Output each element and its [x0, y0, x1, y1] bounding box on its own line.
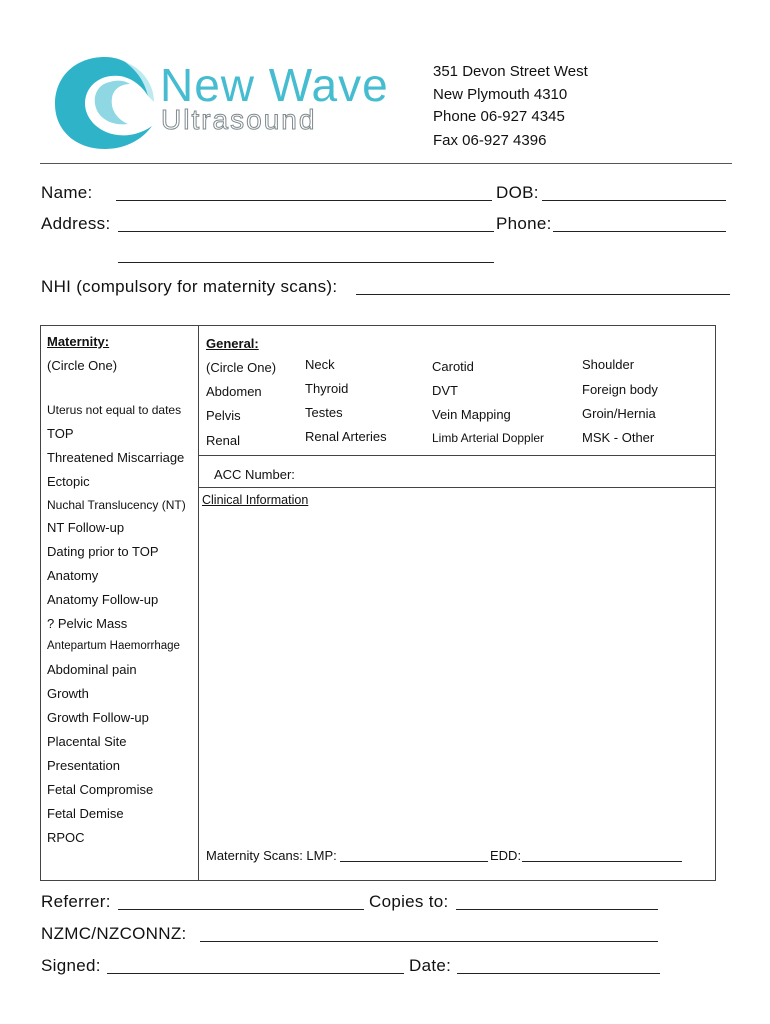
maternity-item[interactable]: Antepartum Haemorrhage [47, 640, 180, 652]
dob-label: DOB: [496, 183, 539, 202]
address-label: Address: [41, 214, 111, 233]
general-item[interactable]: MSK - Other [582, 430, 655, 445]
maternity-heading: Maternity: [47, 334, 110, 349]
acc-divider [198, 487, 715, 488]
maternity-item[interactable]: Dating prior to TOP [47, 544, 159, 559]
copies-field[interactable] [456, 893, 658, 910]
maternity-item[interactable]: Anatomy Follow-up [47, 592, 159, 607]
dob-field[interactable] [542, 184, 726, 201]
phone-label: Phone: [496, 214, 552, 233]
referrer-field[interactable] [118, 893, 364, 910]
maternity-item[interactable]: TOP [47, 426, 74, 441]
maternity-item[interactable]: Ectopic [47, 474, 90, 489]
nzmc-field[interactable] [200, 925, 658, 942]
maternity-item[interactable]: ? Pelvic Mass [47, 616, 128, 631]
acc-number-label: ACC Number: [214, 467, 295, 482]
clinical-info-area[interactable] [202, 512, 710, 832]
maternity-item[interactable]: Nuchal Translucency (NT) [47, 498, 186, 512]
general-circle-one: (Circle One) [206, 360, 277, 375]
signed-field[interactable] [107, 957, 404, 974]
edd-field[interactable] [522, 848, 682, 862]
general-item[interactable]: Abdomen [206, 384, 262, 399]
maternity-item[interactable]: Fetal Compromise [47, 782, 154, 797]
copies-label: Copies to: [369, 892, 449, 911]
maternity-item[interactable]: Presentation [47, 758, 120, 773]
wave-logo-icon [50, 52, 160, 152]
address-field[interactable] [118, 215, 494, 232]
general-item[interactable]: Thyroid [305, 381, 349, 396]
maternity-circle-one: (Circle One) [47, 358, 118, 373]
maternity-item[interactable]: NT Follow-up [47, 520, 125, 535]
general-item[interactable]: Limb Arterial Doppler [432, 431, 545, 445]
maternity-item[interactable]: Placental Site [47, 734, 127, 749]
general-item[interactable]: Testes [305, 405, 343, 420]
clinical-info-label: Clinical Information [202, 493, 309, 507]
maternity-item[interactable]: Threatened Miscarriage [47, 450, 185, 465]
nhi-label: NHI (compulsory for maternity scans): [41, 277, 338, 296]
phone-field[interactable] [553, 215, 726, 232]
maternity-item[interactable]: Fetal Demise [47, 806, 124, 821]
address-fax: Fax 06-927 4396 [433, 132, 547, 149]
general-item[interactable]: Groin/Hernia [582, 406, 656, 421]
name-label: Name: [41, 183, 93, 202]
general-item[interactable]: DVT [432, 383, 458, 398]
address-phone: Phone 06-927 4345 [433, 108, 565, 125]
referrer-label: Referrer: [41, 892, 111, 911]
name-field[interactable] [116, 184, 492, 201]
maternity-item[interactable]: Growth [47, 686, 89, 701]
address-field-line-2[interactable] [118, 246, 494, 263]
general-item[interactable]: Pelvis [206, 408, 241, 423]
logo-subtitle: Ultrasound [161, 104, 317, 135]
general-item[interactable]: Foreign body [582, 382, 658, 397]
column-divider [198, 325, 199, 880]
lmp-label: Maternity Scans: LMP: [206, 848, 337, 863]
header-separator [40, 163, 732, 164]
maternity-item[interactable]: Uterus not equal to dates [47, 403, 182, 417]
general-item[interactable]: Vein Mapping [432, 407, 511, 422]
logo-title: New Wave [160, 59, 389, 111]
date-field[interactable] [457, 957, 660, 974]
edd-label: EDD: [490, 848, 522, 863]
maternity-item[interactable]: Anatomy [47, 568, 99, 583]
address-line-2: New Plymouth 4310 [433, 86, 568, 103]
general-divider [198, 455, 715, 456]
general-heading: General: [206, 336, 259, 351]
general-item[interactable]: Renal Arteries [305, 429, 387, 444]
general-item[interactable]: Carotid [432, 359, 474, 374]
signed-label: Signed: [41, 956, 101, 975]
nhi-field[interactable] [356, 278, 730, 295]
maternity-item[interactable]: Growth Follow-up [47, 710, 149, 725]
maternity-item[interactable]: RPOC [47, 830, 85, 845]
general-item[interactable]: Neck [305, 357, 335, 372]
nzmc-label: NZMC/NZCONNZ: [41, 924, 187, 943]
address-line-1: 351 Devon Street West [433, 63, 588, 80]
general-item[interactable]: Shoulder [582, 357, 635, 372]
lmp-field[interactable] [340, 848, 488, 862]
date-label: Date: [409, 956, 452, 975]
general-item[interactable]: Renal [206, 433, 240, 448]
maternity-item[interactable]: Abdominal pain [47, 662, 137, 677]
